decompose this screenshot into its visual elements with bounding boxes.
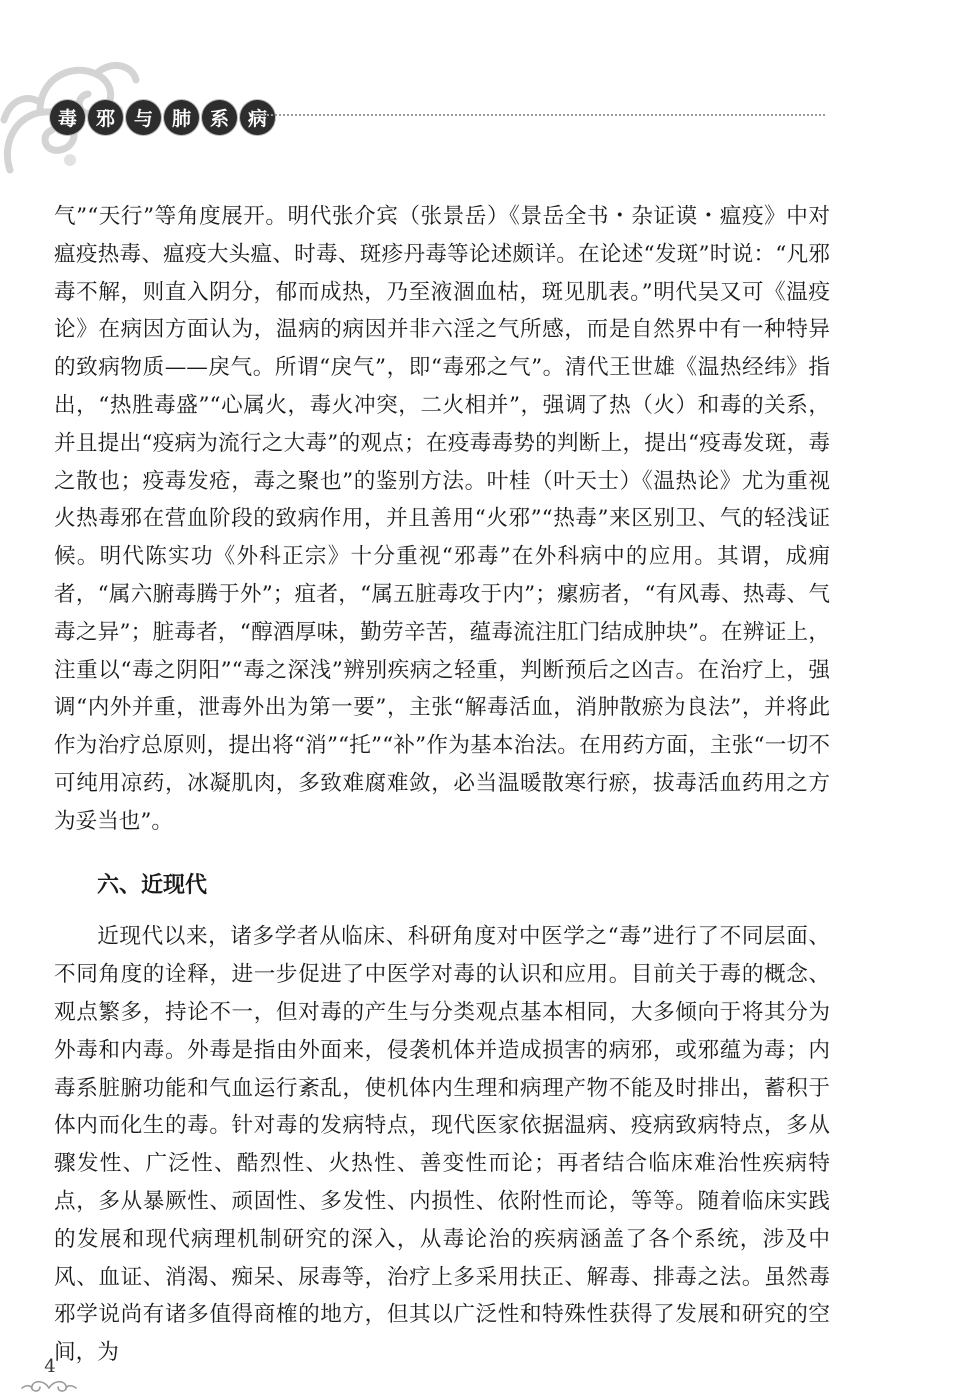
body-paragraph: 近现代以来，诸多学者从临床、科研角度对中医学之“毒”进行了不同层面、不同角度的诠释，进一步促进了中医学对毒的认识和应用。目前关于毒的概念、观点繁多，持论不一，但对毒的产生与分类观点基本相同，大多倾向于将其分为外毒和内毒。外毒是指由外面来，侵袭机体并造成损害的病邪，或邪蕴为毒；内毒系脏腑功能和气血运行紊乱，使机体内生理和病理产物不能及时排出，蓄积于体内而化生的毒。针对毒的发病特点，现代医家依据温病、疫病致病特点，多从骤发性、广泛性、酷烈性、火热性、善变性而论；再者结合临床难治性疾病特点，多从暴厥性、顽固性、多发性、内损性、依附性而论，等等。随着临床实践的发展和现代病理机制研究的深入，从毒论治的疾病涵盖了各个系统，涉及中风、血证、消渴、痴呆、尿毒等，治疗上多采用扶正、解毒、排毒之法。虽然毒邪学说尚有诸多值得商榷的地方，但其以广泛性和特殊性获得了发展和研究的空间，为	[54, 924, 830, 1366]
scroll-ornament-icon	[18, 1376, 80, 1396]
page-body	[54, 198, 830, 1372]
running-header-title	[50, 100, 275, 135]
header-title-char: 邪	[88, 100, 123, 135]
header-dotted-rule	[255, 114, 825, 116]
body-paragraph: 气”“天行”等角度展开。明代张介宾（张景岳）《景岳全书・杂证谟・瘟疫》中对瘟疫热毒、瘟疫大头瘟、时毒、斑疹丹毒等论述颇详。在论述“发斑”时说：“凡邪毒不解，则直入阴分，郁而成热，乃至液涸血枯，斑见肌表。”明代吴又可《温疫论》在病因方面认为，温病的病因并非六淫之气所感，而是自然界中有一种特异的致病物质——戾气。所谓“戾气”，即“毒邪之气”。清代王世雄《温热经纬》指出，“热胜毒盛”“心属火，毒火冲突，二火相并”，强调了热（火）和毒的关系，并且提出“疫病为流行之大毒”的观点；在疫毒毒势的判断上，提出“疫毒发斑，毒之散也；疫毒发疮，毒之聚也”的鉴别方法。叶桂（叶天士）《温热论》尤为重视火热毒邪在营血阶段的致病作用，并且善用“火邪”“热毒”来区别卫、气的轻浅证候。明代陈实功《外科正宗》十分重视“邪毒”在外科病中的应用。其谓，成痈者，“属六腑毒腾于外”；疽者，“属五脏毒攻于内”；瘰疬者，“有风毒、热毒、气毒之异”；脏毒者，“醇酒厚味，勤劳辛苦，蕴毒流注肛门结成肿块”。在辨证上，注重以“毒之阴阳”“毒之深浅”辨别疾病之轻重，判断预后之凶吉。在治疗上，强调“内外并重，泄毒外出为第一要”，主张“解毒活血，消肿散瘀为良法”，并将此作为治疗总原则，提出将“消”“托”“补”作为基本治法。在用药方面，主张“一切不可纯用凉药，冰凝肌肉，多致难腐难敛，必当温暖散寒行瘀，拔毒活血药用之方为妥当也”。	[54, 204, 830, 834]
header-title-char: 系	[202, 100, 237, 135]
header-title-char: 肺	[164, 100, 199, 135]
page-number: 4	[44, 1356, 56, 1377]
header-title-char: 与	[126, 100, 161, 135]
header-title-char: 毒	[50, 100, 85, 135]
section-heading: 六、近现代	[97, 872, 208, 898]
header-title-char: 病	[240, 100, 275, 135]
